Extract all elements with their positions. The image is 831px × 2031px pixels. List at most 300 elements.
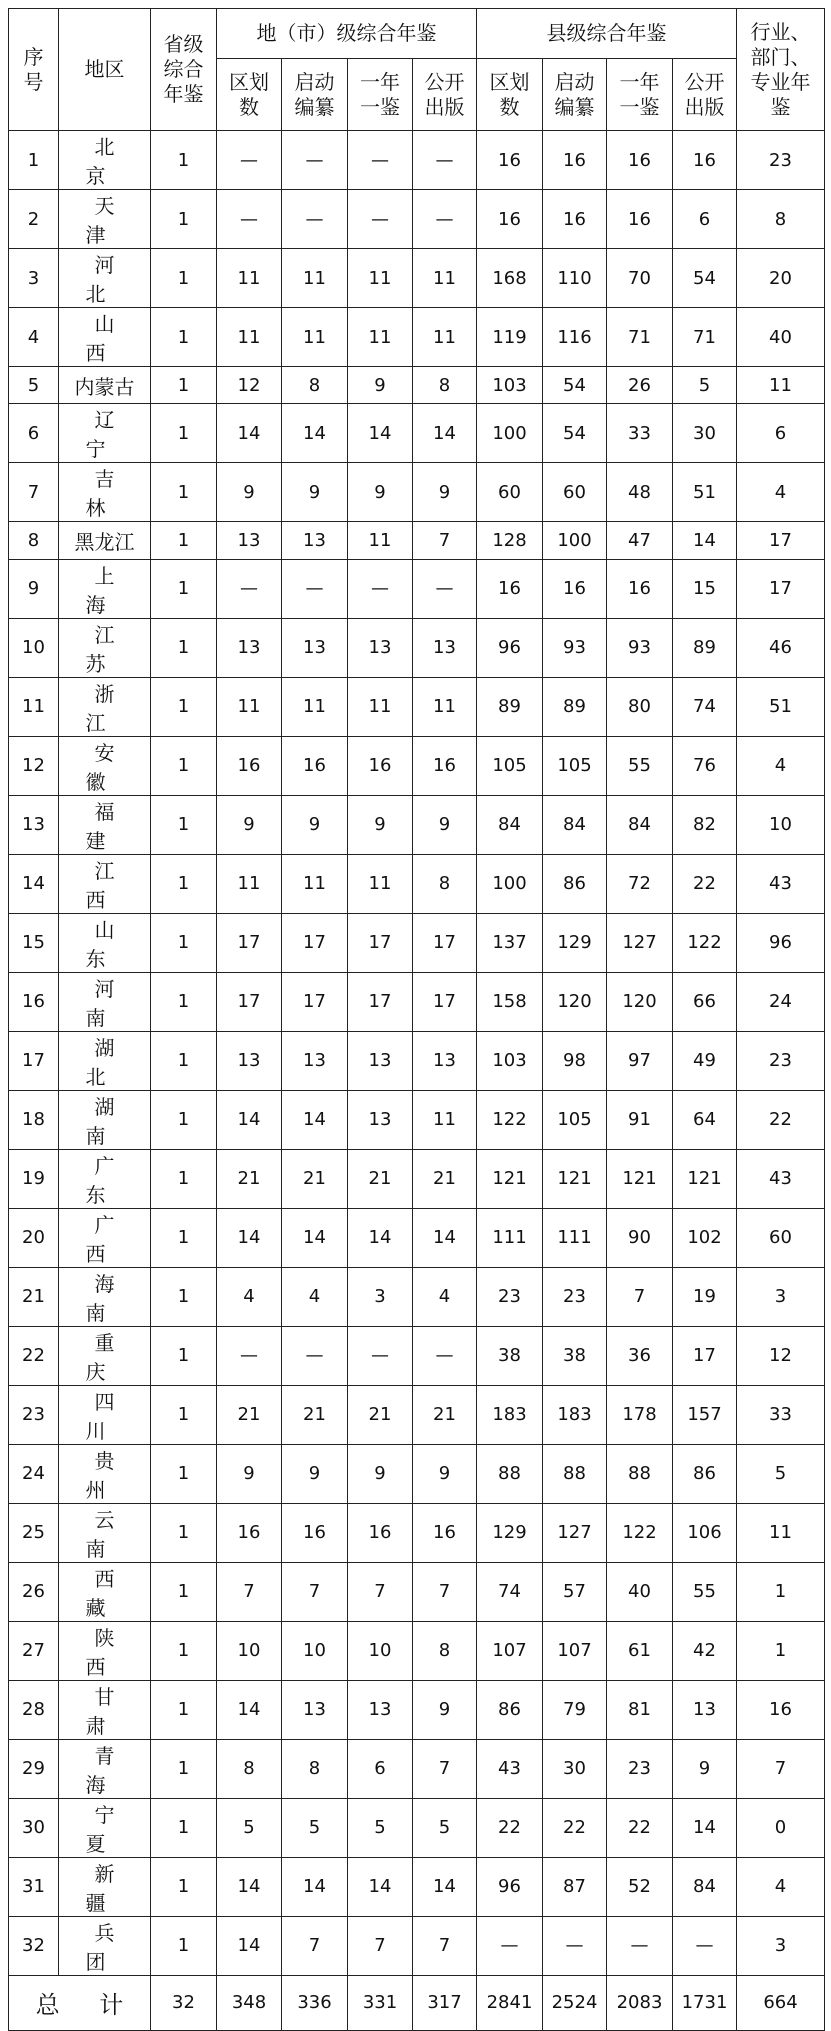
row-county-annual: 22 (607, 1798, 673, 1857)
table-row (9, 404, 825, 463)
row-city-annual: 10 (348, 1621, 413, 1680)
table-row (9, 677, 825, 736)
table-row (9, 131, 825, 190)
total-city-started: 336 (282, 1975, 348, 2030)
row-city-published: 13 (413, 618, 477, 677)
row-city-annual: 13 (348, 1031, 413, 1090)
row-city-annual: 9 (348, 1444, 413, 1503)
row-region: 江 苏 (59, 618, 151, 677)
row-county-started: 60 (543, 463, 607, 522)
row-county-annual: — (607, 1916, 673, 1975)
row-city-planned: 16 (217, 736, 282, 795)
row-seq: 3 (9, 249, 59, 308)
row-seq: 12 (9, 736, 59, 795)
table-row (9, 1739, 825, 1798)
row-county-annual: 127 (607, 913, 673, 972)
row-county-published: 64 (673, 1090, 737, 1149)
table-row (9, 463, 825, 522)
row-industry: 7 (737, 1739, 825, 1798)
row-region: 内蒙古 (59, 367, 151, 404)
row-region: 云 南 (59, 1503, 151, 1562)
row-industry: 17 (737, 559, 825, 618)
row-county-annual: 91 (607, 1090, 673, 1149)
row-city-started: 9 (282, 795, 348, 854)
header-provincial: 省级综合年鉴 (151, 9, 217, 131)
row-seq: 6 (9, 404, 59, 463)
row-county-published: 89 (673, 618, 737, 677)
row-city-started: 11 (282, 308, 348, 367)
row-city-planned: 14 (217, 1857, 282, 1916)
row-county-published: 54 (673, 249, 737, 308)
row-city-started: — (282, 131, 348, 190)
row-city-planned: 7 (217, 1562, 282, 1621)
row-city-planned: 17 (217, 972, 282, 1031)
row-county-planned: 103 (477, 367, 543, 404)
row-industry: 20 (737, 249, 825, 308)
table-row (9, 190, 825, 249)
row-city-annual: 9 (348, 463, 413, 522)
row-county-planned: 100 (477, 404, 543, 463)
row-provincial: 1 (151, 1267, 217, 1326)
row-city-published: 4 (413, 1267, 477, 1326)
row-region: 吉 林 (59, 463, 151, 522)
table-row (9, 1031, 825, 1090)
table-row (9, 1267, 825, 1326)
row-county-planned: 96 (477, 618, 543, 677)
table-row (9, 308, 825, 367)
table-body (9, 131, 825, 1976)
row-city-annual: 16 (348, 1503, 413, 1562)
row-city-started: 16 (282, 736, 348, 795)
row-city-planned: 10 (217, 1621, 282, 1680)
row-city-annual: 11 (348, 308, 413, 367)
row-county-published: 84 (673, 1857, 737, 1916)
row-city-started: — (282, 190, 348, 249)
row-county-planned: 96 (477, 1857, 543, 1916)
row-county-planned: 183 (477, 1385, 543, 1444)
row-industry: 10 (737, 795, 825, 854)
row-seq: 25 (9, 1503, 59, 1562)
row-seq: 22 (9, 1326, 59, 1385)
row-county-started: 127 (543, 1503, 607, 1562)
table-row (9, 1798, 825, 1857)
row-provincial: 1 (151, 1385, 217, 1444)
row-county-published: 5 (673, 367, 737, 404)
row-industry: 4 (737, 736, 825, 795)
row-seq: 14 (9, 854, 59, 913)
row-county-planned: 103 (477, 1031, 543, 1090)
table-row (9, 1503, 825, 1562)
table-row (9, 1916, 825, 1975)
row-county-started: 22 (543, 1798, 607, 1857)
row-industry: 5 (737, 1444, 825, 1503)
row-county-published: 55 (673, 1562, 737, 1621)
row-county-started: 121 (543, 1149, 607, 1208)
row-provincial: 1 (151, 190, 217, 249)
row-county-published: 66 (673, 972, 737, 1031)
row-city-annual: — (348, 190, 413, 249)
total-label: 总 计 (9, 1975, 151, 2030)
row-city-planned: 14 (217, 1208, 282, 1267)
table-row (9, 618, 825, 677)
row-county-published: 42 (673, 1621, 737, 1680)
row-county-published: 14 (673, 522, 737, 559)
row-city-planned: 9 (217, 795, 282, 854)
row-industry: 96 (737, 913, 825, 972)
row-county-annual: 16 (607, 131, 673, 190)
row-city-planned: 5 (217, 1798, 282, 1857)
row-city-started: — (282, 1326, 348, 1385)
header-seq: 序号 (9, 9, 59, 131)
row-region: 江 西 (59, 854, 151, 913)
row-provincial: 1 (151, 1444, 217, 1503)
row-seq: 26 (9, 1562, 59, 1621)
row-county-annual: 40 (607, 1562, 673, 1621)
row-city-started: 14 (282, 404, 348, 463)
row-city-published: 11 (413, 308, 477, 367)
row-county-started: 107 (543, 1621, 607, 1680)
row-provincial: 1 (151, 131, 217, 190)
row-seq: 17 (9, 1031, 59, 1090)
row-industry: 23 (737, 1031, 825, 1090)
total-industry: 664 (737, 1975, 825, 2030)
row-industry: 0 (737, 1798, 825, 1857)
row-city-planned: 9 (217, 463, 282, 522)
row-industry: 3 (737, 1916, 825, 1975)
row-county-planned: 84 (477, 795, 543, 854)
row-city-annual: 14 (348, 1857, 413, 1916)
row-region: 黑龙江 (59, 522, 151, 559)
row-city-published: 9 (413, 1680, 477, 1739)
row-city-published: 8 (413, 1621, 477, 1680)
row-city-published: 14 (413, 1208, 477, 1267)
row-provincial: 1 (151, 1208, 217, 1267)
table-header (9, 9, 825, 131)
table-row (9, 249, 825, 308)
row-seq: 19 (9, 1149, 59, 1208)
row-county-started: 87 (543, 1857, 607, 1916)
row-county-annual: 52 (607, 1857, 673, 1916)
row-county-published: 14 (673, 1798, 737, 1857)
row-seq: 21 (9, 1267, 59, 1326)
row-region: 山 东 (59, 913, 151, 972)
row-county-annual: 47 (607, 522, 673, 559)
table-row (9, 367, 825, 404)
row-city-published: 5 (413, 1798, 477, 1857)
row-city-planned: 4 (217, 1267, 282, 1326)
row-county-annual: 90 (607, 1208, 673, 1267)
row-county-published: — (673, 1916, 737, 1975)
row-county-planned: 129 (477, 1503, 543, 1562)
row-seq: 10 (9, 618, 59, 677)
row-county-annual: 122 (607, 1503, 673, 1562)
row-city-started: 10 (282, 1621, 348, 1680)
row-county-annual: 121 (607, 1149, 673, 1208)
row-city-published: 7 (413, 522, 477, 559)
row-county-published: 6 (673, 190, 737, 249)
row-county-started: 89 (543, 677, 607, 736)
row-city-published: 7 (413, 1916, 477, 1975)
row-seq: 11 (9, 677, 59, 736)
row-city-planned: 14 (217, 1916, 282, 1975)
row-provincial: 1 (151, 559, 217, 618)
row-county-planned: 122 (477, 1090, 543, 1149)
row-city-annual: — (348, 559, 413, 618)
row-county-annual: 7 (607, 1267, 673, 1326)
row-county-planned: 60 (477, 463, 543, 522)
row-city-started: 4 (282, 1267, 348, 1326)
row-city-planned: 14 (217, 1090, 282, 1149)
row-city-started: 17 (282, 972, 348, 1031)
row-county-started: 30 (543, 1739, 607, 1798)
row-city-published: 9 (413, 795, 477, 854)
table-row (9, 1208, 825, 1267)
row-seq: 18 (9, 1090, 59, 1149)
row-seq: 27 (9, 1621, 59, 1680)
row-county-annual: 93 (607, 618, 673, 677)
row-region: 北 京 (59, 131, 151, 190)
row-county-started: 129 (543, 913, 607, 972)
total-county-annual: 2083 (607, 1975, 673, 2030)
row-seq: 9 (9, 559, 59, 618)
row-county-planned: 16 (477, 131, 543, 190)
row-city-annual: 13 (348, 618, 413, 677)
row-region: 海 南 (59, 1267, 151, 1326)
row-county-published: 86 (673, 1444, 737, 1503)
row-region: 广 东 (59, 1149, 151, 1208)
row-city-annual: 3 (348, 1267, 413, 1326)
row-city-planned: 14 (217, 404, 282, 463)
row-industry: 51 (737, 677, 825, 736)
row-city-published: 21 (413, 1385, 477, 1444)
row-county-published: 16 (673, 131, 737, 190)
row-industry: 17 (737, 522, 825, 559)
row-county-planned: 74 (477, 1562, 543, 1621)
row-county-published: 122 (673, 913, 737, 972)
row-county-started: 54 (543, 404, 607, 463)
row-city-annual: 7 (348, 1916, 413, 1975)
row-city-annual: 16 (348, 736, 413, 795)
row-provincial: 1 (151, 463, 217, 522)
row-provincial: 1 (151, 404, 217, 463)
total-city-planned: 348 (217, 1975, 282, 2030)
row-county-published: 106 (673, 1503, 737, 1562)
row-city-annual: 21 (348, 1385, 413, 1444)
header-city-published: 公开出版 (413, 59, 477, 131)
header-county-started: 启动编纂 (543, 59, 607, 131)
row-city-started: 11 (282, 249, 348, 308)
row-region: 重 庆 (59, 1326, 151, 1385)
row-seq: 8 (9, 522, 59, 559)
table-row (9, 1621, 825, 1680)
row-city-annual: 11 (348, 854, 413, 913)
row-city-started: 14 (282, 1090, 348, 1149)
row-provincial: 1 (151, 1090, 217, 1149)
row-city-planned: 11 (217, 308, 282, 367)
row-county-planned: 88 (477, 1444, 543, 1503)
row-seq: 13 (9, 795, 59, 854)
row-provincial: 1 (151, 249, 217, 308)
row-county-planned: 107 (477, 1621, 543, 1680)
row-county-published: 9 (673, 1739, 737, 1798)
row-county-started: 120 (543, 972, 607, 1031)
header-county-annual: 一年一鉴 (607, 59, 673, 131)
row-county-planned: 111 (477, 1208, 543, 1267)
row-city-started: 21 (282, 1149, 348, 1208)
row-city-started: 9 (282, 463, 348, 522)
row-county-published: 102 (673, 1208, 737, 1267)
row-county-planned: 22 (477, 1798, 543, 1857)
row-city-annual: — (348, 131, 413, 190)
row-region: 宁 夏 (59, 1798, 151, 1857)
row-city-published: 9 (413, 463, 477, 522)
row-county-published: 49 (673, 1031, 737, 1090)
table-row (9, 522, 825, 559)
row-city-annual: 21 (348, 1149, 413, 1208)
row-provincial: 1 (151, 618, 217, 677)
row-county-planned: 100 (477, 854, 543, 913)
row-provincial: 1 (151, 972, 217, 1031)
header-industry: 行业、部门、专业年鉴 (737, 9, 825, 131)
table-row (9, 559, 825, 618)
row-industry: 4 (737, 463, 825, 522)
row-industry: 43 (737, 1149, 825, 1208)
row-city-annual: — (348, 1326, 413, 1385)
row-city-annual: 11 (348, 677, 413, 736)
row-county-annual: 70 (607, 249, 673, 308)
row-city-planned: — (217, 559, 282, 618)
row-city-annual: 9 (348, 795, 413, 854)
table-row (9, 1444, 825, 1503)
row-city-planned: 13 (217, 1031, 282, 1090)
row-provincial: 1 (151, 1621, 217, 1680)
row-county-started: 111 (543, 1208, 607, 1267)
row-county-planned: 121 (477, 1149, 543, 1208)
row-county-annual: 81 (607, 1680, 673, 1739)
row-seq: 1 (9, 131, 59, 190)
row-county-annual: 178 (607, 1385, 673, 1444)
header-county-group: 县级综合年鉴 (477, 9, 737, 59)
row-county-started: — (543, 1916, 607, 1975)
row-county-planned: 168 (477, 249, 543, 308)
table-row (9, 854, 825, 913)
row-region: 西 藏 (59, 1562, 151, 1621)
row-city-started: 7 (282, 1562, 348, 1621)
row-city-started: 8 (282, 1739, 348, 1798)
row-provincial: 1 (151, 795, 217, 854)
table-row (9, 1149, 825, 1208)
row-industry: 1 (737, 1621, 825, 1680)
row-region: 安 徽 (59, 736, 151, 795)
row-city-annual: 14 (348, 404, 413, 463)
header-region: 地区 (59, 9, 151, 131)
row-industry: 3 (737, 1267, 825, 1326)
row-seq: 29 (9, 1739, 59, 1798)
row-seq: 16 (9, 972, 59, 1031)
row-region: 陕 西 (59, 1621, 151, 1680)
row-seq: 23 (9, 1385, 59, 1444)
header-city-planned: 区划数 (217, 59, 282, 131)
row-city-started: 13 (282, 522, 348, 559)
row-county-started: 79 (543, 1680, 607, 1739)
row-region: 河 北 (59, 249, 151, 308)
row-city-published: 9 (413, 1444, 477, 1503)
row-county-published: 157 (673, 1385, 737, 1444)
row-city-planned: 16 (217, 1503, 282, 1562)
row-provincial: 1 (151, 677, 217, 736)
row-county-published: 121 (673, 1149, 737, 1208)
row-county-annual: 61 (607, 1621, 673, 1680)
row-seq: 24 (9, 1444, 59, 1503)
row-city-started: 5 (282, 1798, 348, 1857)
row-city-started: 14 (282, 1857, 348, 1916)
row-county-started: 84 (543, 795, 607, 854)
row-city-published: 11 (413, 1090, 477, 1149)
row-county-started: 183 (543, 1385, 607, 1444)
row-industry: 11 (737, 367, 825, 404)
row-city-planned: 13 (217, 618, 282, 677)
row-seq: 28 (9, 1680, 59, 1739)
row-seq: 2 (9, 190, 59, 249)
row-county-published: 17 (673, 1326, 737, 1385)
row-city-annual: 14 (348, 1208, 413, 1267)
row-city-started: 13 (282, 1031, 348, 1090)
row-industry: 22 (737, 1090, 825, 1149)
row-county-planned: 16 (477, 190, 543, 249)
row-industry: 43 (737, 854, 825, 913)
row-city-started: 11 (282, 854, 348, 913)
row-county-annual: 26 (607, 367, 673, 404)
row-city-annual: 11 (348, 249, 413, 308)
row-city-started: 14 (282, 1208, 348, 1267)
row-city-annual: 5 (348, 1798, 413, 1857)
row-city-published: 11 (413, 677, 477, 736)
row-county-started: 105 (543, 736, 607, 795)
row-provincial: 1 (151, 1857, 217, 1916)
row-county-annual: 84 (607, 795, 673, 854)
row-city-annual: 17 (348, 972, 413, 1031)
row-county-annual: 97 (607, 1031, 673, 1090)
row-provincial: 1 (151, 367, 217, 404)
row-county-started: 16 (543, 131, 607, 190)
row-provincial: 1 (151, 1562, 217, 1621)
row-county-published: 71 (673, 308, 737, 367)
row-city-published: 16 (413, 736, 477, 795)
row-city-started: 8 (282, 367, 348, 404)
header-city-started: 启动编纂 (282, 59, 348, 131)
row-county-planned: 128 (477, 522, 543, 559)
row-county-started: 16 (543, 190, 607, 249)
row-city-annual: 11 (348, 522, 413, 559)
row-city-annual: 7 (348, 1562, 413, 1621)
table-row (9, 1562, 825, 1621)
total-provincial: 32 (151, 1975, 217, 2030)
row-city-published: 7 (413, 1739, 477, 1798)
row-county-published: 19 (673, 1267, 737, 1326)
table-row (9, 795, 825, 854)
row-seq: 30 (9, 1798, 59, 1857)
row-county-started: 93 (543, 618, 607, 677)
row-provincial: 1 (151, 1503, 217, 1562)
row-county-published: 82 (673, 795, 737, 854)
row-city-published: 8 (413, 367, 477, 404)
row-county-published: 13 (673, 1680, 737, 1739)
row-city-planned: 9 (217, 1444, 282, 1503)
total-county-planned: 2841 (477, 1975, 543, 2030)
row-city-started: 13 (282, 1680, 348, 1739)
row-city-planned: — (217, 131, 282, 190)
row-county-annual: 16 (607, 190, 673, 249)
